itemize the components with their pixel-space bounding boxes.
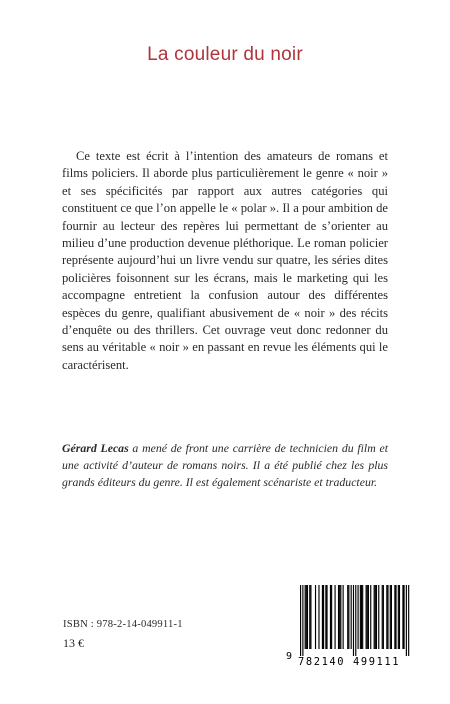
barcode-bar — [360, 585, 361, 649]
barcode-bar — [391, 585, 392, 649]
barcode-bar — [330, 585, 331, 649]
barcode-bar — [353, 585, 354, 656]
barcode-lead-digit: 9 — [286, 651, 293, 662]
barcode-digits: 782140 499111 — [298, 656, 401, 668]
barcode-bar — [378, 585, 379, 649]
book-title: La couleur du noir — [147, 44, 303, 65]
barcode-bar — [408, 585, 409, 656]
author-name: Gérard Lecas — [62, 441, 129, 455]
barcode-bar — [310, 585, 311, 649]
barcode-bar — [348, 585, 349, 649]
barcode-bar — [362, 585, 363, 649]
barcode-bar — [305, 585, 306, 649]
author-biography — [62, 440, 388, 490]
barcode-bar — [398, 585, 399, 649]
barcode-bar — [318, 585, 319, 649]
barcode-bar — [307, 585, 308, 649]
barcode-bar — [402, 585, 403, 649]
barcode-bar — [383, 585, 384, 649]
barcode-bar — [306, 585, 307, 649]
book-summary: Ce texte est écrit à l’intention des amateurs de romans et films policiers. Il aborde plus particulièrement le genre « noir » et ses spécificités par rapport aux autres catégories qui constituent ce que l’on appelle le « polar ». Il a pour ambition de fournir au lecteur des repères lui permettant de s’orienter au milieu d’une production devenue pléthorique. Le roman policier représente aujourd’hui un livre vendu sur quatre, les séries dites policières foisonnent sur les écrans, mais le marketing qui les accompagne entretient la confusion autour des différentes espèces du genre, qualifiant abusivement de « noir » des récits d’enquête ou des thrillers. Cet ouvrage veut donc redonner du sens au véritable « noir » en passant en revue les éléments qui le caractérisent. — [62, 149, 388, 372]
barcode — [286, 581, 414, 673]
barcode-bars — [290, 585, 410, 657]
barcode-bar — [325, 585, 326, 649]
barcode-bar — [395, 585, 396, 649]
barcode-bar — [355, 585, 356, 656]
barcode-bar — [340, 585, 341, 649]
barcode-bar — [347, 585, 348, 649]
barcode-bar — [335, 585, 336, 649]
barcode-bar — [323, 585, 324, 649]
barcode-bar — [375, 585, 376, 649]
barcode-bar — [309, 585, 310, 649]
barcode-bar — [366, 585, 367, 649]
isbn-label: ISBN : 978-2-14-049911-1 — [63, 619, 183, 630]
barcode-bar — [368, 585, 369, 649]
barcode-bar — [367, 585, 368, 649]
barcode-bar — [343, 585, 344, 649]
barcode-bar — [406, 585, 407, 656]
author-bio-text: a mené de front une carrière de technicien du film et une activité d’auteur de romans noirs. Il a été publié chez les plus grands éditeurs du genre. Il est également scénariste et traducteur. — [62, 441, 388, 489]
barcode-bar — [339, 585, 340, 649]
barcode-bar — [358, 585, 359, 649]
barcode-bar — [382, 585, 383, 649]
barcode-bar — [322, 585, 323, 649]
barcode-bar — [399, 585, 400, 649]
price-label: 13 € — [63, 636, 84, 650]
barcode-bar — [386, 585, 387, 649]
barcode-bar — [326, 585, 327, 649]
barcode-bar — [376, 585, 377, 649]
barcode-bar — [374, 585, 375, 649]
barcode-bar — [338, 585, 339, 649]
barcode-bar — [370, 585, 371, 649]
barcode-bar — [300, 585, 301, 656]
barcode-bar — [361, 585, 362, 649]
barcode-bar — [302, 585, 303, 656]
barcode-bar — [394, 585, 395, 649]
barcode-bar — [315, 585, 316, 649]
barcode-bar — [390, 585, 391, 649]
barcode-bar — [331, 585, 332, 649]
barcode-bar — [387, 585, 388, 649]
barcode-bar — [404, 585, 405, 649]
barcode-bar — [351, 585, 352, 649]
